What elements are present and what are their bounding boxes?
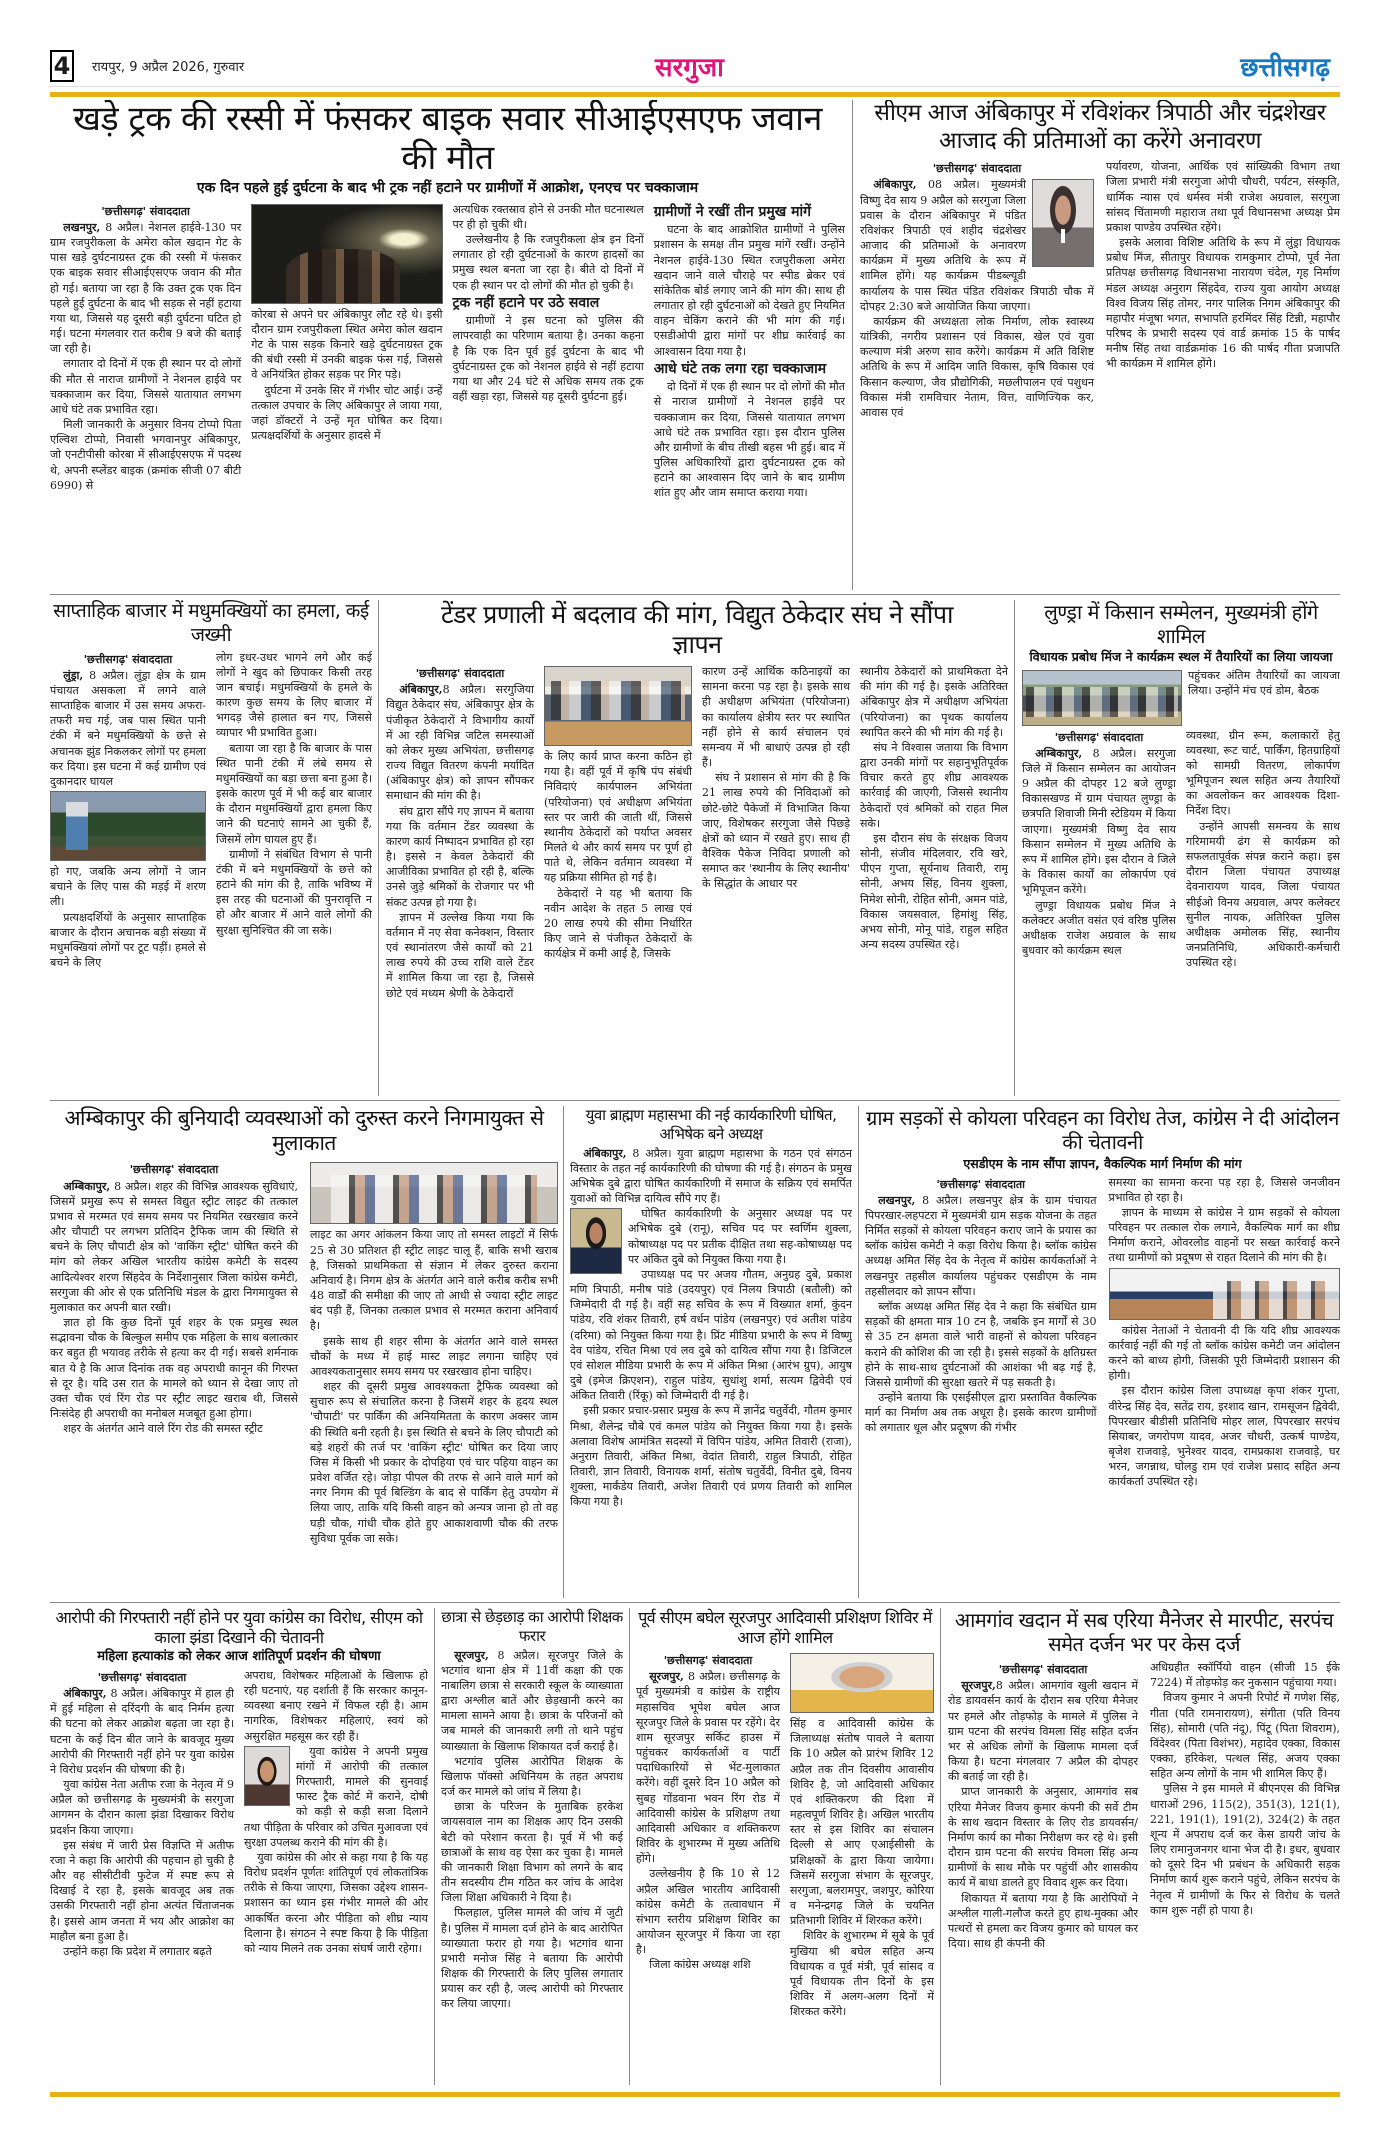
paragraph: प्रत्यक्षदर्शियों के अनुसार साप्ताहिक बाजार के दौरान अचानक बड़ी संख्या में मधुमक्खियां लोगों पर टूट पड़ीं। हमले से बचने के लिए [50,910,206,970]
paragraph: दो दिनों में एक ही स्थान पर दो लोगों की मौत से नाराज ग्रामीणों ने नेशनल हाईवे पर चक्काजाम कर दिया, जिससे यातायात लगभग आधे घंटे तक प्रभावित रहा। इस दौरान पुलिस और ग्रामीणों के बीच तीखी बहस भी हुई। बाद में पुलिस अधिकारियों द्वारा दुर्घटनाग्रस्त ट्रक को हटाने का आश्वासन दिए जाने के बाद ग्रामीण शांत हुए और जाम समाप्त कराया गया। [653,380,845,500]
photo-water-tank [50,791,206,861]
paragraph: उल्लेखनीय है कि 10 से 12 अप्रैल अखिल भारतीय आदिवासी कांग्रेस कमेटी के तत्वावधान में संभाग स्तरीय प्रशिक्षण शिविर का आयोजन सूरजपुर में किया जा रहा है। [636,1867,780,1957]
photo-night-protest [251,204,442,304]
subheadline: एक दिन पहले हुई दुर्घटना के बाद भी ट्रक नहीं हटाने पर ग्रामीणों में आक्रोश, एनएच पर चक्काजाम [196,180,699,197]
paragraph: शिविर के शुभारम्भ में सूबे के पूर्व मुखिया श्री बघेल सहित अन्य विधायक व पूर्व मंत्री, पूर्व सांसद व पूर्व विधायक तीन दिनों के इस शिविर में अलग-अलग दिनों में शिरकत करेंगे। [790,1929,934,2019]
paragraph: उल्लेखनीय है कि रजपुरीकला क्षेत्र इन दिनों लगातार हो रही दुर्घटनाओं के कारण हादसों का प्रमुख स्थल बनता जा रहा है। बीते दो दिनों में एक ही स्थान पर दो लोगों की मौत हो चुकी है। [452,233,644,292]
paragraph: ज्ञापन के माध्यम से कांग्रेस ने ग्राम सड़कों से कोयला परिवहन पर तत्काल रोक लगाने, वैकल्पिक मार्ग का शीघ्र निर्माण कराने, ओवरलोड वाहनों पर सख्त कार्रवाई करने तथा ग्रामीणों को प्रदूषण से राहत दिलाने की मांग की है। [1108,1205,1340,1265]
paragraph: लाइट का अगर आंकलन किया जाए तो समस्त लाइटों में सिर्फ 25 से 30 प्रतिशत ही स्ट्रीट लाइट चालू हैं, बाकि सभी खराब है, जिसको प्राथमिकता से संज्ञान में लेकर दुरुस्त कराना अनिवार्य है। निगम क्षेत्र के अंतर्गत आने वाले करीब करीब सभी 48 वार्डों की समीक्षा की जाए तो आधी से ज्यादा स्ट्रीट लाइट बंद पड़ी हैं, जिनका तत्काल प्रभाव से मरम्मत कराना अनिवार्य है। [310,1228,558,1333]
dateline: लुंड्रा, [63,668,84,682]
newspaper-logo: छत्तीसगढ़ [1240,53,1330,83]
bottom-yellow-rule [50,2092,1340,2097]
paragraph: शहर के अंतर्गत आने वाले रिंग रोड की समस्त स्ट्रीट [63,1422,263,1436]
top-yellow-rule [50,92,1340,97]
column [453,202,644,501]
paragraph: अधिग्रहीत स्कॉर्पियो वाहन (सीजी 15 ईके 7224) में तोड़फोड़ कर नुकसान पहुंचाया गया। [1150,1661,1340,1690]
subhead: ट्रक नहीं हटाने पर उठे सवाल [452,294,600,311]
paragraph: मिली जानकारी के अनुसार विनय टोप्पो पिता एल्विश टोप्पो, निवासी भगवानपुर अंबिकापुर, जो एनटीपीसी कोरबा में सीआईएसएफ में पदस्थ थे, अपनी स्प्लेंडर बाइक (क्रमांक सीजी 07 बीटी 6990) से [50,418,242,492]
headline: पूर्व सीएम बघेल सूरजपुर आदिवासी प्रशिक्षण शिविर में आज होंगे शामिल [638,1608,932,1647]
column-divider [434,1608,435,2085]
paragraph: शिकायत में बताया गया है कि आरोपियों ने अश्लील गाली-गलौज करते हुए हाथ-मुक्का और पत्थरों से हमला कर विजय कुमार को घायल कर दिया। साथ ही कंपनी की [948,1891,1138,1951]
dateline: अंबिकापुर, [63,1687,107,1701]
paragraph: 8 अप्रैल। युवा ब्राह्मण महासभा के गठन एवं संगठन विस्तार के तहत नई कार्यकारिणी की घोषणा की गई है। संगठन के प्रमुख अभिषेक दुबे द्वारा घोषित कार्यकारिणी में समाज के सक्रिय एवं समर्पित युवाओं को विभिन्न दायित्व सौंपे गए हैं। [570,1146,852,1206]
paragraph: ज्ञात हो कि कुछ दिनों पूर्व शहर के एक प्रमुख स्थल सद्भावना चौक के बिल्कुल समीप एक महिला के साथ बलात्कार कर बहुत ही भयावह तरीके से हत्या कर दी गई। सबसे शर्मनाक बात ये है कि आज दिनांक तक वह अपराधी कानून की गिरफ्त से दूर है। यदि उस रात के मामले को ध्यान से देखा जाए तो उक्त चौक एवं रिंग रोड पर स्ट्रीट लाइट खराब थी, जिससे निःसंदेह ही अपराधी का मनोबल मजबूत हुआ होगा। [50,1316,298,1421]
page-number: 4 [50,50,74,82]
story-civic-amenities [50,1106,558,1598]
photo-tehsil-office [1109,1268,1341,1320]
column-divider [858,1106,859,1598]
photo-venue-inspection [1022,670,1182,726]
subheadline: महिला हत्याकांड को लेकर आज शांतिपूर्ण प्रदर्शन की घोषणा [97,1649,381,1664]
subheadline: एसडीएम के नाम सौंपा ज्ञापन, वैकल्पिक मार्ग निर्माण की मांग [963,1156,1242,1171]
paragraph: इस दौरान संघ के संरक्षक विजय सोनी, संजीव मंदिलवार, रवि खरे, पीएन गुप्ता, सूर्यनाथ तिवारी, रामू सोनी, अभय सिंह, विनय शुक्ला, निमेश सोनी, रोहित सोनी, अमन पांडे, विकास जयसवाल, हिमांशु सिंह, अभय सोनी, मोनू पांडे, राहुल सहित अन्य सदस्य उपस्थित रहे। [860,831,1008,952]
paragraph: बताया जा रहा है कि बाजार के पास स्थित पानी टंकी में लंबे समय से मधुमक्खियों का बड़ा छत्ता बना हुआ है। इसके कारण पूर्व में भी कई बार बाजार के दौरान मधुमक्खियों द्वारा हमला किए जाने की घटनाएं सामने आ चुकी हैं, जिसमें लोग घायल हुए हैं। [216,741,372,846]
paragraph: 8 अप्रैल। नेशनल हाईवे-130 पर ग्राम रजपुरीकला के अमेरा कोल खदान गेट के पास खड़े दुर्घटनाग्रस्त ट्रक की रस्सी में फंसकर एक बाइक सवार सीआईएसएफ जवान की मौत हो गई। बताया जा रहा है कि उक्त ट्रक एक दिन पहले हुई दुर्घटना के बाद भी सड़क से नहीं हटाया गया था, जिससे यह दूसरी बड़ी दुर्घटना घटित हो गई। घटना मंगलवार रात करीब 9 बजे की बताई जा रही है। [50,220,242,356]
byline: 'छत्तीसगढ़' संवाददाता [663,1654,753,1667]
byline: 'छत्तीसगढ़' संवाददाता [998,1663,1088,1676]
paragraph: 8 अप्रैल। छत्तीसगढ़ के पूर्व मुख्यमंत्री व कांग्रेस के राष्ट्रीय महासचिव भूपेश बघेल आज सूरजपुर जिले के प्रवास पर रहेंगे। देर शाम सूरजपुर सर्किट हाउस में पहुंचकर कार्यकर्ताओं व पार्टी पदाधिकारियों से भेंट-मुलाकात करेंगे। वहीं दूसरे दिन 10 अप्रैल को सुबह गोंडवाना भवन रिंग रोड में आदिवासी कांग्रेस के प्रशिक्षण तथा आदिवासी अधिकार व शक्तिकरण शिविर के शुभारम्भ में मुख्य अतिथि होंगे। [636,1670,780,1866]
headline: साप्ताहिक बाजार में मधुमक्खियों का हमला, कई जख्मी [53,600,369,646]
paragraph: प्राप्त जानकारी के अनुसार, आमगांव सब एरिया मैनेजर विजय कुमार कंपनी की सर्वे टीम के साथ खदान विस्तार के लिए रोड डायवर्सन/निर्माण कार्य का मौका निरीक्षण कर रहे थे। इसी दौरान ग्राम पटना की सरपंच विमला सिंह अन्य ग्रामीणों के साथ मौके पर पहुंचीं और शासकीय कार्य में बाधा डालते हुए विवाद शुरू कर दिया। [948,1785,1138,1890]
dateline: सूरजपुर, [454,1648,489,1662]
photo-atif-raza [244,1746,290,1806]
column [636,1651,780,2019]
paragraph: संघ ने प्रशासन से मांग की है कि 21 लाख रुपये की निविदाओं को छोटे-छोटे पैकेजों में विभाजित किया जाए, विशेषकर सरगुजा जैसे पिछड़े क्षेत्रों को ध्यान में रखते हुए। साथ ही वैश्विक पैकेज निविदा प्रणाली को समाप्त कर 'स्थानीय के लिए स्थानीय' के सिद्धांत के आधार पर [702,771,850,891]
headline: खड़े ट्रक की रस्सी में फंसकर बाइक सवार सीआईएसएफ जवान की मौत [73,100,822,179]
paragraph: लुण्ड्रा विधायक प्रबोध मिंज ने कलेक्टर अजीत वसंत एवं वरिष्ठ पुलिस अधीक्षक राजेश अग्रवाल के साथ बुधवार को कार्यक्रम स्थल [1022,898,1176,958]
column [310,1160,558,1546]
headline: आमगांव खदान में सब एरिया मैनेजर से मारपीट, सरपंच समेत दर्जन भर पर केस दर्ज [954,1608,1334,1656]
story-baghel-camp [636,1608,934,2085]
column [654,202,845,501]
column [251,202,442,501]
paragraph: युवा कांग्रेस ने अपनी प्रमुख मांगों में आरोपी की तत्काल गिरफ्तारी, मामले की सुनवाई फास्ट ट्रैक कोर्ट में कराने, दोषी को कड़ी से कड़ी सजा दिलाने तथा पीड़िता के परिवार को उचित मुआवजा एवं सुरक्षा उपलब्ध कराने की मांग की है। [244,1744,428,1849]
paragraph: युवा कांग्रेस नेता अतीफ रजा के नेतृत्व में 9 अप्रैल को छत्तीसगढ़ के मुख्यमंत्री के सरगुजा आगमन के दौरान काला झंडा दिखाकर विरोध प्रदर्शन किया जाएगा। [50,1778,234,1837]
column [860,664,1008,1001]
paragraph: युवा कांग्रेस की ओर से कहा गया है कि यह विरोध प्रदर्शन पूर्णतः शांतिपूर्ण एवं लोकतांत्रिक तरीके से किया जाएगा, जिसका उद्देश्य शासन-प्रशासन का ध्यान इस गंभीर मामले की ओर आकर्षित करना और पीड़िता को शीघ्र न्याय दिलाना है। संगठन ने स्पष्ट किया है कि पीड़िता को न्याय मिलने तक उनका संघर्ष जारी रहेगा। [244,1850,428,1955]
story-bee-attack [50,600,372,1096]
column-divider [629,1608,630,2085]
column [1106,159,1340,420]
column [1109,1175,1341,1490]
masthead [50,45,1340,87]
paragraph: 8 अप्रैल। अंबिकापुर में हाल ही में हुई महिला से दरिंदगी के बाद निर्मम हत्या की घटना को लेकर आक्रोश बढ़ता जा रहा है। घटना के कई दिन बीत जाने के बावजूद मुख्य आरोपी की गिरफ्तारी नहीं होने पर युवा कांग्रेस ने विरोध प्रदर्शन की घोषणा की है। [50,1687,235,1776]
masthead-date: रायपुर, 9 अप्रैल 2026, गुरुवार [92,60,245,75]
paragraph: छात्रा के परिजन के मुताबिक हरकेश जायसवाल नाम का शिक्षक आए दिन उसकी बेटी को परेशान करता है। पूर्व में भी कई छात्राओं के साथ वह ऐसा कर चुका है। मामले की जानकारी शिक्षा विभाग को लगने के बाद तीन सदस्यीय टीम गठित कर जांच के आदेश जिला शिक्षा अधिकारी ने दिया है। [441,1800,623,1905]
paragraph: जिला कांग्रेस अध्यक्ष शशि [649,1958,751,1972]
headline: सीएम आज अंबिकापुर में रविशंकर त्रिपाठी और चंद्रशेखर आजाद की प्रतिमाओं का करेंगे अनावरण [874,100,1326,154]
column [948,1660,1138,1951]
paragraph: उन्होंने बताया कि एसईसीएल द्वारा प्रस्तावित वैकल्पिक मार्ग का निर्माण अब तक अधूरा है। इसके कारण ग्रामीणों को लगातार धूल और प्रदूषण की गंभीर [865,1391,1097,1435]
subheadline: विधायक प्रबोध मिंज ने कार्यक्रम स्थल में तैयारियों का लिया जायजा [1029,649,1333,664]
paragraph: इसके अलावा विशिष्ट अतिथि के रूप में लुंड्रा विधायक प्रबोध मिंज, सीतापुर विधायक रामकुमार टोप्पो, पूर्व नेता प्रतिपक्ष छत्तीसगढ़ विधानसभा नारायण चंदेल, गृह निर्माण मंडल अध्यक्ष अनुराग सिंहदेव, राज्य युवा आयोग अध्यक्ष विश्व विजय सिंह तोमर, नगर पालिक निगम अंबिकापुर की महापौर मंजूषा भगत, सभापति हरमिंदर सिंह टिन्नी, महापौर परिषद के प्रभारी सदस्य एवं वार्ड क्रमांक 15 के पार्षद मनीष सिंह तथा वार्डक्रमांक 16 की पार्षद गीता प्रजापति भी कार्यक्रम में शामिल होंगे। [1106,236,1340,371]
dateline: लखनपुर, [63,220,101,234]
paragraph: 8 अप्रैल। शहर की विभिन्न आवश्यक सुविधाएं, जिसमें प्रमुख रूप से समस्त विद्युत स्ट्रीट लाइट की तत्काल प्रभाव से मरम्मत एवं समय समय पर नियमित रखरखाव करने और चौपाटी पर लगभग प्रतिदिन ट्रैफिक जाम की स्थिति से बचने के लिए चौपाटी क्षेत्र को 'वाकिंग स्ट्रीट' घोषित करने की मांग को लेकर अखिल भारतीय कांग्रेस कमेटी के सदस्य आदित्येश्वर शरण सिंहदेव के निर्देशानुसार जिला कांग्रेस कमेटी, सरगुजा की ओर से एक प्रतिनिधि मंडल के द्वारा निगमायुक्त से मुलाकात कर अपनी बात रखी। [50,1179,298,1314]
column [244,1668,428,1959]
paragraph: पर्यावरण, योजना, आर्थिक एवं सांख्यिकी विभाग तथा जिला प्रभारी मंत्री सरगुजा ओपी चौधरी, पर्यटन, संस्कृति, धार्मिक न्यास एवं धर्मस्व मंत्री राजेश अग्रवाल, सरगुजा सांसद चिंतामणी महाराज तथा पूर्व विधानसभा अध्यक्ष प्रेम प्रकाश पाण्डेय उपस्थित रहेंगे। [1106,160,1340,234]
subhead: आधे घंटे तक लगा रहा चक्काजाम [653,360,827,377]
row-divider [50,594,1340,595]
byline: 'छत्तीसगढ़' संवाददाता [1054,730,1144,744]
dateline: अंबिकापुर, [873,178,917,192]
story-tender-demand [386,600,1008,1096]
paragraph: लोग इधर-उधर भागने लगे और कई लोगों ने खुद को छिपाकर किसी तरह जान बचाई। मधुमक्खियों के हमले के कारण कुछ समय के लिए बाजार में भगदड़ जैसे हालात बन गए, जिससे व्यापार भी प्रभावित हुआ। [216,650,372,740]
photo-cm-portrait [1032,179,1094,267]
headline: अम्बिकापुर की बुनियादी व्यवस्थाओं को दुरुस्त करने निगमायुक्त से मुलाकात [64,1106,544,1156]
paragraph: कारण उन्हें आर्थिक कठिनाइयों का सामना करना पड़ रहा है। इसके साथ ही अधीक्षण अभियंता (परियोजना) का कार्यालय क्षेत्रीय स्तर पर स्थापित नहीं होने से कार्य संचालन एवं समन्वय में भी बाधाएं उत्पन्न हो रही हैं। [702,665,850,770]
column [702,664,850,1001]
column [790,1651,934,2019]
headline: छात्रा से छेड़छाड़ का आरोपी शिक्षक फरार [441,1608,623,1645]
paragraph: समस्या का सामना करना पड़ रहा है, जिससे जनजीवन प्रभावित हो रहा है। [1108,1175,1340,1204]
column [386,664,534,1001]
column [50,202,241,501]
paragraph: 8 अप्रैल। आमगांव खुली खदान में रोड डायवर्सन कार्य के दौरान सब एरिया मैनेजर पर हमले और तोड़फोड़ के मामले में पुलिस ने ग्राम पटना की सरपंच विमला सिंह सहित दर्जन भर से अधिक लोगों के खिलाफ मामला दर्ज किया है। घटना मंगलवार 7 अप्रैल की दोपहर की बताई जा रही है। [948,1679,1138,1784]
paragraph: इसी प्रकार प्रचार-प्रसार प्रमुख के रूप में ज्ञानेंद्र चतुर्वेदी, गौतम कुमार मिश्रा, शैलेन्द्र चौबे एवं कमल पांडेय को नियुक्त किया गया है। इसके अलावा विशेष आमंत्रित सदस्यों में विपिन पांडेय, अमित तिवारी (राजा), अनुराग तिवारी, अंकित मिश्रा, वेदांत तिवारी, राहुल त्रिपाठी, रोहित तिवारी, ज्ञान तिवारी, विनायक शर्मा, संतोष चतुर्वेदी, विनीत दुबे, विनय शुक्ला, मार्कंडेय तिवारी, अजेश तिवारी एवं प्रणय तिवारी को शामिल किया गया है। [570,1404,852,1509]
photo-bhupesh-baghel [790,1653,934,1713]
column [50,1668,234,1959]
headline: युवा ब्राह्मण महासभा की नई कार्यकारिणी घोषित, अभिषेक बने अध्यक्ष [585,1106,837,1143]
byline: 'छत्तीसगढ़' संवाददाता [83,652,173,666]
column [216,650,372,971]
paragraph: अपराध, विशेषकर महिलाओं के खिलाफ हो रही घटनाएं, यह दर्शाती हैं कि सरकार कानून-व्यवस्था बनाए रखने में विफल रही है। आम नागरिक, विशेषकर महिलाएं, स्वयं को असुरक्षित महसूस कर रही हैं। [244,1668,428,1743]
paragraph: पुलिस ने इस मामले में बीएनएस की विभिन्न धाराओं 296, 115(2), 351(3), 121(1), 221, 191(1), 191(2), 324(2) के तहत शून्य में अपराध दर्ज कर केस डायरी जांच के लिए रामानुजनगर थाना भेज दी है। इधर, बुधवार को दूसरे दिन भी प्रबंधन के अधिकारी सड़क निर्माण कार्य शुरू कराने पहुंचे, लेकिन सरपंच के नेतृत्व में ग्रामीणों के फिर से विरोध के चलते काम शुरू नहीं हो पाया है। [1150,1782,1340,1917]
paragraph: 8 अप्रैल। सूरजपुर जिले के भटगांव थाना क्षेत्र में 11वीं कक्षा की एक नाबालिग छात्रा से सरकारी स्कूल के व्याख्याता द्वारा अश्लील बातें और छेड़खानी करने का मामला सामने आया है। छात्रा के परिजनों को जब मामले की जानकारी लगी तो थाने पहुंच व्याख्याता के खिलाफ शिकायत दर्ज कराई है। [441,1648,623,1753]
column [865,1175,1097,1490]
column [50,650,206,971]
paragraph: स्थानीय ठेकेदारों को प्राथमिकता देने की मांग की गई है। इसके अतिरिक्त अंबिकापुर क्षेत्र में अधीक्षण अभियंता (परियोजना) का पृथक कार्यालय स्थापित करने की भी मांग की गई है। [860,665,1008,739]
column [1022,728,1176,971]
column [1186,728,1340,971]
paragraph: भटगांव पुलिस आरोपित शिक्षक के खिलाफ पॉक्सो अधिनियम के तहत अपराध दर्ज कर मामले को जांच में लिया है। [441,1754,623,1799]
paragraph: उपाध्यक्ष पद पर अजय गौतम, अनुग्रह दुबे, प्रकाश मणि त्रिपाठी, मनीष पांडे (उदयपुर) एवं निलय त्रिपाठी (बतौली) को जिम्मेदारी दी गई है। वहीं सह सचिव के रूप में विख्यात शर्मा, कुंदन पांडेय, रवि शंकर तिवारी, हर्ष वर्धन पांडेय (लखनपुर) एवं अतीश पांडेय (दरिमा) को नियुक्त किया गया है। प्रिंट मीडिया प्रभारी के रूप में विष्णु देव पांडेय, रचित मिश्रा एवं लव दुबे को दायित्व सौंपा गया है। डिजिटल एवं सोशल मीडिया प्रभारी के रूप में अंकित मिश्रा (आरंभ ग्रुप), आयुष दुबे (इमेज क्रिएशन), राहुल पांडेय, सुधांशु शर्मा, सत्यम द्विवेदी एवं अंकित तिवारी (रिंकू) को जिम्मेदारी दी गई है। [570,1267,852,1403]
paragraph: घोषित कार्यकारिणी के अनुसार अध्यक्ष पद पर अभिषेक दुबे (रानू), सचिव पद पर स्वर्णिम शुक्ला, कोषाध्यक्ष पद पर प्रतीक दीक्षित तथा सह-कोषाध्यक्ष पद पर अंकित दुबे को नियुक्त किया गया है। [628,1207,852,1266]
section-name: सरगुजा [655,53,724,83]
paragraph: हो गए, जबकि अन्य लोगों ने जान बचाने के लिए पास की मड़ई में शरण ली। [50,865,206,909]
paragraph: विजय कुमार ने अपनी रिपोर्ट में गणेश सिंह, गीता (पति रामनारायण), संगीता (पति विनय सिंह), सोमारी (पति नंदू), पिंटू (पिता शिवराम), विंदेश्वर (पिता विशंभर), महादेव एक्का, विकास एक्का, हरिकेश, पत्थल सिंह, अजय एक्का सहित अन्य लोगों के नाम भी शामिल किए हैं। [1150,1691,1340,1781]
paragraph: दुर्घटना में उनके सिर में गंभीर चोट आई। उन्हें तत्काल उपचार के लिए अंबिकापुर ले जाया गया, जहां डॉक्टरों ने उन्हें मृत घोषित कर दिया। प्रत्यक्षदर्शियों के अनुसार हादसे में [251,383,443,443]
paragraph: 8 अप्रैल। सरगुजिया विद्युत ठेकेदार संघ, अंबिकापुर क्षेत्र के पंजीकृत ठेकेदारों ने विभागीय कार्यों में आ रही विभिन्न जटिल समस्याओं को लेकर मुख्य अभियंता, छत्तीसगढ़ राज्य विद्युत वितरण कंपनी मर्यादित (अंबिकापुर क्षेत्र) को ज्ञापन सौंपकर समाधान की मांग की है। [386,683,534,803]
byline: 'छत्तीसगढ़' संवाददाता [101,204,190,218]
paragraph: घटना के बाद आक्रोशित ग्रामीणों ने पुलिस प्रशासन के समक्ष तीन प्रमुख मांगें रखीं। उन्होंने नेशनल हाईवे-130 स्थित रजपुरीकला अमेरा खदान जाने वाले चौराहे पर स्पीड ब्रेकर एवं सांकेतिक बोर्ड लगाए जाने की मांग की। साथ ही लगातार हो रही दुर्घटनाओं को देखते हुए नियमित वाहन चेकिंग कराने की भी मांग की गई। एसडीओपी द्वारा मांगों पर शीघ्र कार्रवाई का आश्वासन दिया गया है। [653,223,845,358]
paragraph: 08 अप्रैल। मुख्यमंत्री विष्णु देव साय 9 अप्रैल को सरगुजा जिला प्रवास के दौरान अंबिकापुर में पंडित रविशंकर त्रिपाठी एवं शहीद चंद्रशेखर आजाद की प्रतिमाओं के अनावरण कार्यक्रम में मुख्य अतिथि के रूप में शामिल होंगे। यह कार्यक्रम पीडब्ल्यूडी कार्यालय के पास स्थित पंडित रविशंकर त्रिपाठी चौक में दोपहर 2:30 बजे आयोजित किया जाएगा। [860,178,1094,313]
paragraph: अत्यधिक रक्तस्राव होने से उनकी मौत घटनास्थल पर ही हो चुकी थी। [452,202,644,231]
column [544,664,692,1001]
column [1150,1660,1340,1951]
paragraph: पहुंचकर अंतिम तैयारियों का जायजा लिया। उन्होंने मंच एवं डोम, बैठक [1188,668,1340,697]
dateline: लखनपुर, [878,1193,916,1207]
paragraph: उन्होंने कहा कि प्रदेश में लगातार बढ़ते [63,1944,212,1958]
headline: टेंडर प्रणाली में बदलाव की मांग, विद्युत ठेकेदार संघ ने सौंपा ज्ञापन [441,600,953,659]
paragraph: ग्रामीणों ने इस घटना को पुलिस की लापरवाही का परिणाम बताया है। उनका कहना है कि एक दिन पूर्व हुई दुर्घटना के बाद भी दुर्घटनाग्रस्त ट्रक को नेशनल हाईवे से नहीं हटाया गया था और 24 घंटे से अधिक समय तक ट्रक वहीं खड़ा रहा, जिससे यह दूसरी दुर्घटना हुई। [452,314,644,404]
paragraph: फिलहाल, पुलिस मामले की जांच में जुटी है। पुलिस में मामला दर्ज होने के बाद आरोपित व्याख्याता फरार हो गया है। भटगांव थाना प्रभारी मनोज सिंह ने बताया कि आरोपी शिक्षक की गिरफ्तारी के लिए पुलिस लगातार प्रयास कर रही है, जल्द आरोपी को गिरफ्तार कर लिया जाएगा। [441,1906,623,2011]
paragraph: इस दौरान कांग्रेस जिला उपाध्यक्ष कृपा शंकर गुप्ता, वीरेन्द्र सिंह देव, सतेंद्र राय, इरशाद खान, रामसूजन द्विवेदी, पिपरखार बीडीसी प्रतिनिधि मोहर लाल, पिपरखार सरपंच सियाबर, जगरोपण यादव, अजर चौधरी, उत्कर्ष पाण्डेय, बृजेश राजवाड़े, भुनेश्वर यादव, रामप्रकाश राजवाड़े, घर भरन, जगन्नाथ, घोलडु राम एवं राजेश प्रसाद सहित अन्य कार्यकर्ता उपस्थित रहे। [1108,1384,1340,1489]
row-divider [50,1100,1340,1101]
paragraph: कोरबा से अपने घर अंबिकापुर लौट रहे थे। इसी दौरान ग्राम रजपुरीकला स्थित अमेरा कोल खदान गेट के पास सड़क किनारे खड़े दुर्घटनाग्रस्त ट्रक की बंधी रस्सी में उनकी बाइक फंस गई, जिससे वे अनियंत्रित होकर सड़क पर गिर पड़े। [251,307,443,382]
dateline: सूरजपुर, [649,1670,684,1684]
column-divider [563,1106,564,1598]
column [860,159,1094,420]
story-truck-accident [50,100,845,590]
column-divider [1014,600,1015,1096]
dateline: अम्बिकापुर, [63,1179,111,1193]
paragraph: इस संबंध में जारी प्रेस विज्ञप्ति में अतीफ रजा ने कहा कि आरोपी की पहचान हो चुकी है और वह सीसीटीवी फुटेज में स्पष्ट रूप से दिखाई दे रहा है, इसके बावजूद अब तक उसकी गिरफ्तारी नहीं होना अत्यंत चिंताजनक है। इससे आम जनता में भय और आक्रोश का माहौल बना हुआ है। [50,1838,234,1943]
story-youth-congress-protest [50,1608,428,2085]
byline: 'छत्तीसगढ़' संवाददाता [97,1670,187,1684]
dateline: अंबिकापुर, [583,1146,627,1160]
byline: 'छत्तीसगढ़' संवाददाता [936,1177,1026,1191]
column-divider [940,1608,941,2085]
story-teacher-absconding [441,1608,623,2085]
paragraph: के लिए कार्य प्राप्त करना कठिन हो गया है। वहीं पूर्व में कृषि पंप संबंधी निविदाएं कार्यपालन अभियंता (परियोजना) एवं अधीक्षण अभियंता स्तर पर जारी की जाती थीं, जिससे स्थानीय ठेकेदारों को पर्याप्त अवसर मिलते थे और कार्य समय पर पूर्ण हो पाते थे, लेकिन वर्तमान व्यवस्था में यह प्रक्रिया सीमित हो गई है। [544,750,692,885]
paragraph: संघ द्वारा सौंपे गए ज्ञापन में बताया गया कि वर्तमान टेंडर व्यवस्था के कारण कार्य निष्पादन प्रभावित हो रहा है। इससे न केवल ठेकेदारों की आजीविका प्रभावित हो रही है, बल्कि उनसे जुड़े श्रमिकों के रोजगार पर भी संकट उत्पन्न हो गया है। [386,804,534,909]
paragraph: कार्यक्रम की अध्यक्षता लोक निर्माण, लोक स्वास्थ्य यांत्रिकी, नगरीय प्रशासन एवं विकास, खेल एवं युवा कल्याण मंत्री अरुण साव करेंगे। कार्यक्रम में अति विशिष्ट अतिथि के रूप में आदिम जाति विकास, कृषि विकास एवं किसान कल्याण, जैव प्रौद्योगिकी, मछलीपालन एवं पशुधन विकास मंत्री रामविचार नेताम, वित्त, वाणिज्यिक कर, आवास एवं [860,314,1094,419]
photo-memorandum-handover [544,666,692,746]
headline: ग्राम सड़कों से कोयला परिवहन का विरोध तेज, कांग्रेस ने दी आंदोलन की चेतावनी [866,1106,1339,1154]
paragraph: संघ ने विश्वास जताया कि विभाग द्वारा उनकी मांगों पर सहानुभूतिपूर्वक विचार करते हुए शीघ्र आवश्यक कार्रवाई की जाएगी, जिससे स्थानीय ठेकेदारों एवं श्रमिकों को राहत मिल सके। [860,740,1008,830]
column [50,1160,298,1546]
paragraph: सिंह व आदिवासी कांग्रेस के जिलाध्यक्ष संतोष पावले ने बताया कि 10 अप्रैल को प्रारंभ शिविर 12 अप्रैल तक तीन दिवसीय आवासीय शिविर है, जो आदिवासी अधिकार एवं शक्तिकरण की दिशा में महत्वपूर्ण शिविर है। अखिल भारतीय स्तर से इस शिविर का संचालन दिल्ली से आए एआईसीसी के प्रशिक्षकों के द्वारा किया जायेगा। जिसमें सरगुजा संभाग के सूरजपुर, सरगुजा, बलरामपुर, जशपुर, कोरिया व मनेन्द्रगढ़ जिले के चयनित प्रतिभागी शिविर में शिरकत करेंगे। [790,1717,934,1928]
byline: 'छत्तीसगढ़' संवाददाता [932,162,1022,176]
byline: 'छत्तीसगढ़' संवाददाता [129,1163,219,1177]
subhead: ग्रामीणों ने रखीं तीन प्रमुख मांगें [653,203,812,220]
paragraph: व्यवस्था, ग्रीन रूम, कलाकारों हेतु व्यवस्था, रूट चार्ट, पार्किंग, हितग्राहियों को सामग्री वितरण, लोकार्पण भूमिपूजन स्थल सहित अन्य तैयारियों का अवलोकन कर आवश्यक दिशा- निर्देश दिए। [1186,728,1340,818]
headline: आरोपी की गिरफ्तारी नहीं होने पर युवा कांग्रेस का विरोध, सीएम को काला झंडा दिखाने की चेतावनी [55,1608,423,1647]
paragraph: कांग्रेस नेताओं ने चेतावनी दी कि यदि शीघ्र आवश्यक कार्रवाई नहीं की गई तो ब्लॉक कांग्रेस कमेटी जन आंदोलन करने को बाध्य होगी, जिसकी पूरी जिम्मेदारी प्रशासन की होगी। [1108,1323,1340,1383]
dateline: सूरजपुर, [961,1679,996,1693]
paragraph: शहर की दूसरी प्रमुख आवश्यकता ट्रैफिक व्यवस्था को सुचारु रूप से संचालित करना है जिसमें शहर के हृदय स्थल 'चौपाटी' पर पार्किंग की अनियमितता के कारण अक्सर जाम की स्थिति बनी रहती है। इस स्थिति से बचने के लिए चौपाटी को बड़े शहरों की तर्ज पर 'वाकिंग स्ट्रीट' घोषित कर दिया जाए जिस में किसी भी प्रकार के दोपहिया एवं चार पहिया वाहन का प्रवेश वर्जित रहे। जोड़ा पीपल की तरफ से आने वाले मार्ग को नगर निगम की पूर्व बिल्डिंग के बाद से पार्किंग हेतु उपयोग में लिया जाए, ताकि यदि किसी वाहन को अन्यत्र जाना हो तो वह घड़ी चौक, गांधी चौक होते हुए आकाशवाणी चौक की तरफ सुविधा पूर्वक जा सके। [310,1380,558,1545]
paragraph: 8 अप्रैल। सरगुजा जिले में किसान सम्मेलन का आयोजन 9 अप्रैल की दोपहर 12 बजे लुण्ड्रा विकासखण्ड में ग्राम पंचायत लुण्ड्रा के छत्रपति शिवाजी मिनी स्टेडियम में किया जाएगा। मुख्यमंत्री विष्णु देव साय किसान सम्मेलन में मुख्य अतिथि के रूप में शामिल होंगे। इस दौरान वे जिले के विकास कार्यों का लोकार्पण एवं भूमिपूजन करेंगे। [1022,746,1176,897]
paragraph: ठेकेदारों ने यह भी बताया कि नवीन आदेश के तहत 5 लाख एवं 20 लाख रुपये की सीमा निर्धारित किए जाने से पंजीकृत ठेकेदारों के कार्यक्षेत्र में कमी आई है, जिसके [544,886,692,961]
paragraph: 8 अप्रैल। लुंड्रा क्षेत्र के ग्राम पंचायत असकला में लगने वाले साप्ताहिक बाजार में उस समय अफरा-तफरी मच गई, जब पास स्थित पानी टंकी में बने मधुमक्खियों के छत्ते से अचानक झुंड निकलकर लोगों पर हमला कर दिया। इस घटना में कई ग्रामीण एवं दुकानदार घायल [50,668,206,788]
column-divider [378,600,379,1096]
paragraph: ग्रामीणों ने संबंधित विभाग से पानी टंकी में बने मधुमक्खियों के छत्ते को हटाने की मांग की है, ताकि भविष्य में इस तरह की घटनाओं की पुनरावृत्ति न हो और बाजार में आने वाले लोगों की सुरक्षा सुनिश्चित की जा सके। [216,847,372,937]
paragraph: ज्ञापन में उल्लेख किया गया कि वर्तमान में नए सेवा कनेक्शन, विस्तार एवं स्थानांतरण जैसे कार्यों को 21 लाख रुपये की उच्च राशि वाले टेंडर में शामिल किया जा रहा है, जिससे छोटे एवं मध्यम श्रेणी के ठेकेदारों [386,910,534,1000]
photo-delegation [310,1162,558,1224]
paragraph: ब्लॉक अध्यक्ष अमित सिंह देव ने कहा कि संबंधित ग्राम सड़कों की क्षमता मात्र 10 टन है, जबकि इन मार्गों से 30 से 35 टन क्षमता वाले भारी वाहनों से कोयला परिवहन कराने की कोशिश की जा रही है। इससे सड़कों के क्षतिग्रस्त होने के साथ-साथ दुर्घटनाओं की आशंका भी बढ़ गई है, जिससे ग्रामीणों की सुरक्षा खतरे में पड़ सकती है। [865,1300,1097,1389]
story-coal-transport-protest [865,1106,1340,1598]
paragraph: लगातार दो दिनों में एक ही स्थान पर दो लोगों की मौत से नाराज ग्रामीणों ने नेशनल हाईवे पर चक्काजाम कर दिया, जिससे यातायात लगभग आधे घंटे तक प्रभावित रहा। [50,357,242,416]
dateline: अंबिकापुर, [399,683,443,697]
headline: लुण्ड्रा में किसान सम्मेलन, मुख्यमंत्री होंगे शामिल [1044,600,1318,648]
column-divider [852,100,853,590]
paragraph: उन्होंने आपसी समन्वय के साथ गरिमामयी ढंग से कार्यक्रम को सफलतापूर्वक संपन्न कराने कहा। इस दौरान जिला पंचायत उपाध्यक्ष देवनारायण यादव, जिला पंचायत सीईओ विनय अग्रवाल, अपर कलेक्टर सुनील नायक, अतिरिक्त पुलिस अधीक्षक अमोलक सिंह, स्थानीय जनप्रतिनिधि, अधिकारी-कर्मचारी उपस्थित रहे। [1186,819,1340,970]
dateline: अम्बिकापुर, [1035,746,1083,760]
story-kisan-sammelan [1022,600,1340,1096]
story-amgaon-mine-assault [948,1608,1340,2085]
paragraph: 8 अप्रैल। लखनपुर क्षेत्र के ग्राम पंचायत पिपरखार-लहपटरा में मुख्यमंत्री ग्राम सड़क योजना के तहत निर्मित सड़कों से कोयला परिवहन कराए जाने के प्रयास का ब्लॉक कांग्रेस कमेटी ने कड़ा विरोध किया है। ब्लॉक कांग्रेस अध्यक्ष अमित सिंह देव के नेतृत्व में कांग्रेस कार्यकर्ताओं ने लखनपुर तहसील कार्यालय पहुंचकर एसडीएम के नाम तहसीलदार को ज्ञापन सौंपा। [865,1193,1097,1298]
paragraph: इसके साथ ही शहर सीमा के अंतर्गत आने वाले समस्त चौकों के मध्य में हाई मास्ट लाइट लगाना चाहिए एवं आवश्यकतानुसार समय समय पर रखरखाव होना चाहिए। [310,1334,558,1378]
story-cm-statue-unveiling [860,100,1340,590]
story-brahmin-mahasabha [570,1106,852,1598]
row-divider [50,1602,1340,1603]
byline: 'छत्तीसगढ़' संवाददाता [415,667,505,680]
photo-abhishek-dubey [570,1208,622,1274]
